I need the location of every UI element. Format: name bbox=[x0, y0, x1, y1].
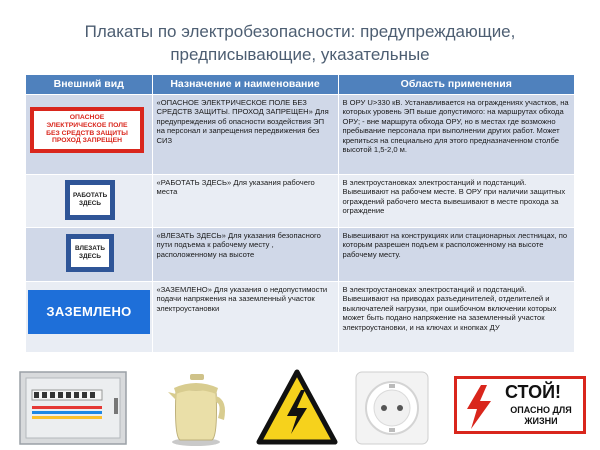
kettle-image bbox=[166, 366, 230, 448]
table-row bbox=[26, 94, 574, 174]
lightning-bolt-icon bbox=[463, 385, 493, 429]
danger-field-sign bbox=[30, 107, 144, 153]
electrical-panel-image bbox=[14, 368, 134, 448]
page-title bbox=[0, 20, 600, 66]
climb-here-sign-text: ВЛЕЗАТЬ ЗДЕСЬ bbox=[75, 244, 105, 260]
appearance-cell bbox=[26, 94, 152, 174]
danger-field-sign-text: ОПАСНОЕ ЭЛЕКТРИЧЕСКОЕ ПОЛЕ БЕЗ СРЕДСТВ ЗАЩИТЫ ПРОХОД ЗАПРЕЩЕН bbox=[46, 114, 128, 145]
power-socket-image bbox=[354, 370, 430, 446]
table-row bbox=[26, 227, 574, 281]
posters-table bbox=[26, 75, 574, 352]
grounded-sign-text: ЗАЗЕМЛЕНО bbox=[46, 303, 132, 319]
table-row bbox=[26, 281, 574, 352]
header-scope: Область применения bbox=[338, 75, 574, 94]
stop-sign-title: СТОЙ! bbox=[505, 382, 562, 402]
scope-cell: В ОРУ U>330 кВ. Устанавливается на ограждениях участков, на которых уровень ЭП выше допустимого: на маршрутах обхода ОРУ; - вне маршрута обхода ОРУ, но в местах где возможно пребывание персонала при выполнении других работ. Может крепиться на специально для этого предназначенном столбе высотой 1,5-2,0 м. bbox=[338, 94, 574, 174]
purpose-cell: «ВЛЕЗАТЬ ЗДЕСЬ» Для указания безопасного пути подъема к рабочему месту , расположенному на высоте bbox=[152, 227, 338, 281]
table-row bbox=[26, 174, 574, 227]
grounded-sign bbox=[28, 290, 150, 334]
scope-cell: В электроустановках электростанций и подстанций. Вывешивают на приводах разъединителей, отделителей и выключателей нагрузки, при ошибочном включении которых может быть подано напряжение на заземленный участок электроустановки, и на ключах и кнопках ДУ bbox=[338, 281, 574, 352]
work-here-sign bbox=[66, 181, 114, 219]
purpose-cell: «ОПАСНОЕ ЭЛЕКТРИЧЕСКОЕ ПОЛЕ БЕЗ СРЕДСТВ ЗАЩИТЫ. ПРОХОД ЗАПРЕЩЕН» Для предупреждения об опасности воздействия ЭП на персонал и запрещения передвижения без СИЗ bbox=[152, 94, 338, 174]
page-title-line-1: Плакаты по электробезопасности: предупреждающие, bbox=[84, 22, 516, 41]
appearance-cell bbox=[26, 174, 152, 227]
scope-cell: В электроустановках электростанций и подстанций. Вывешивают на рабочем месте. В ОРУ при наличии защитных ограждений рабочего места вывешивают в месте прохода за ограждение bbox=[338, 174, 574, 227]
header-appearance: Внешний вид bbox=[26, 75, 152, 94]
header-purpose: Назначение и наименование bbox=[152, 75, 338, 94]
work-here-sign-text: РАБОТАТЬ ЗДЕСЬ bbox=[73, 191, 108, 207]
stop-danger-sign bbox=[454, 376, 586, 434]
stop-sign-subtitle: ОПАСНО ДЛЯ ЖИЗНИ bbox=[510, 405, 572, 426]
appearance-cell bbox=[26, 227, 152, 281]
purpose-cell: «ЗАЗЕМЛЕНО» Для указания о недопустимости подачи напряжения на заземленный участок электроустановки bbox=[152, 281, 338, 352]
purpose-cell: «РАБОТАТЬ ЗДЕСЬ» Для указания рабочего места bbox=[152, 174, 338, 227]
page-title-line-2: предписывающие, указательные bbox=[170, 45, 430, 64]
scope-cell: Вывешивают на конструкциях или стационарных лестницах, по которым разрешен подъем к расположенному на высоте рабочему месту. bbox=[338, 227, 574, 281]
table-header-row bbox=[26, 75, 574, 94]
climb-here-sign bbox=[66, 234, 114, 272]
appearance-cell bbox=[26, 281, 152, 352]
high-voltage-warning-icon bbox=[255, 368, 339, 446]
